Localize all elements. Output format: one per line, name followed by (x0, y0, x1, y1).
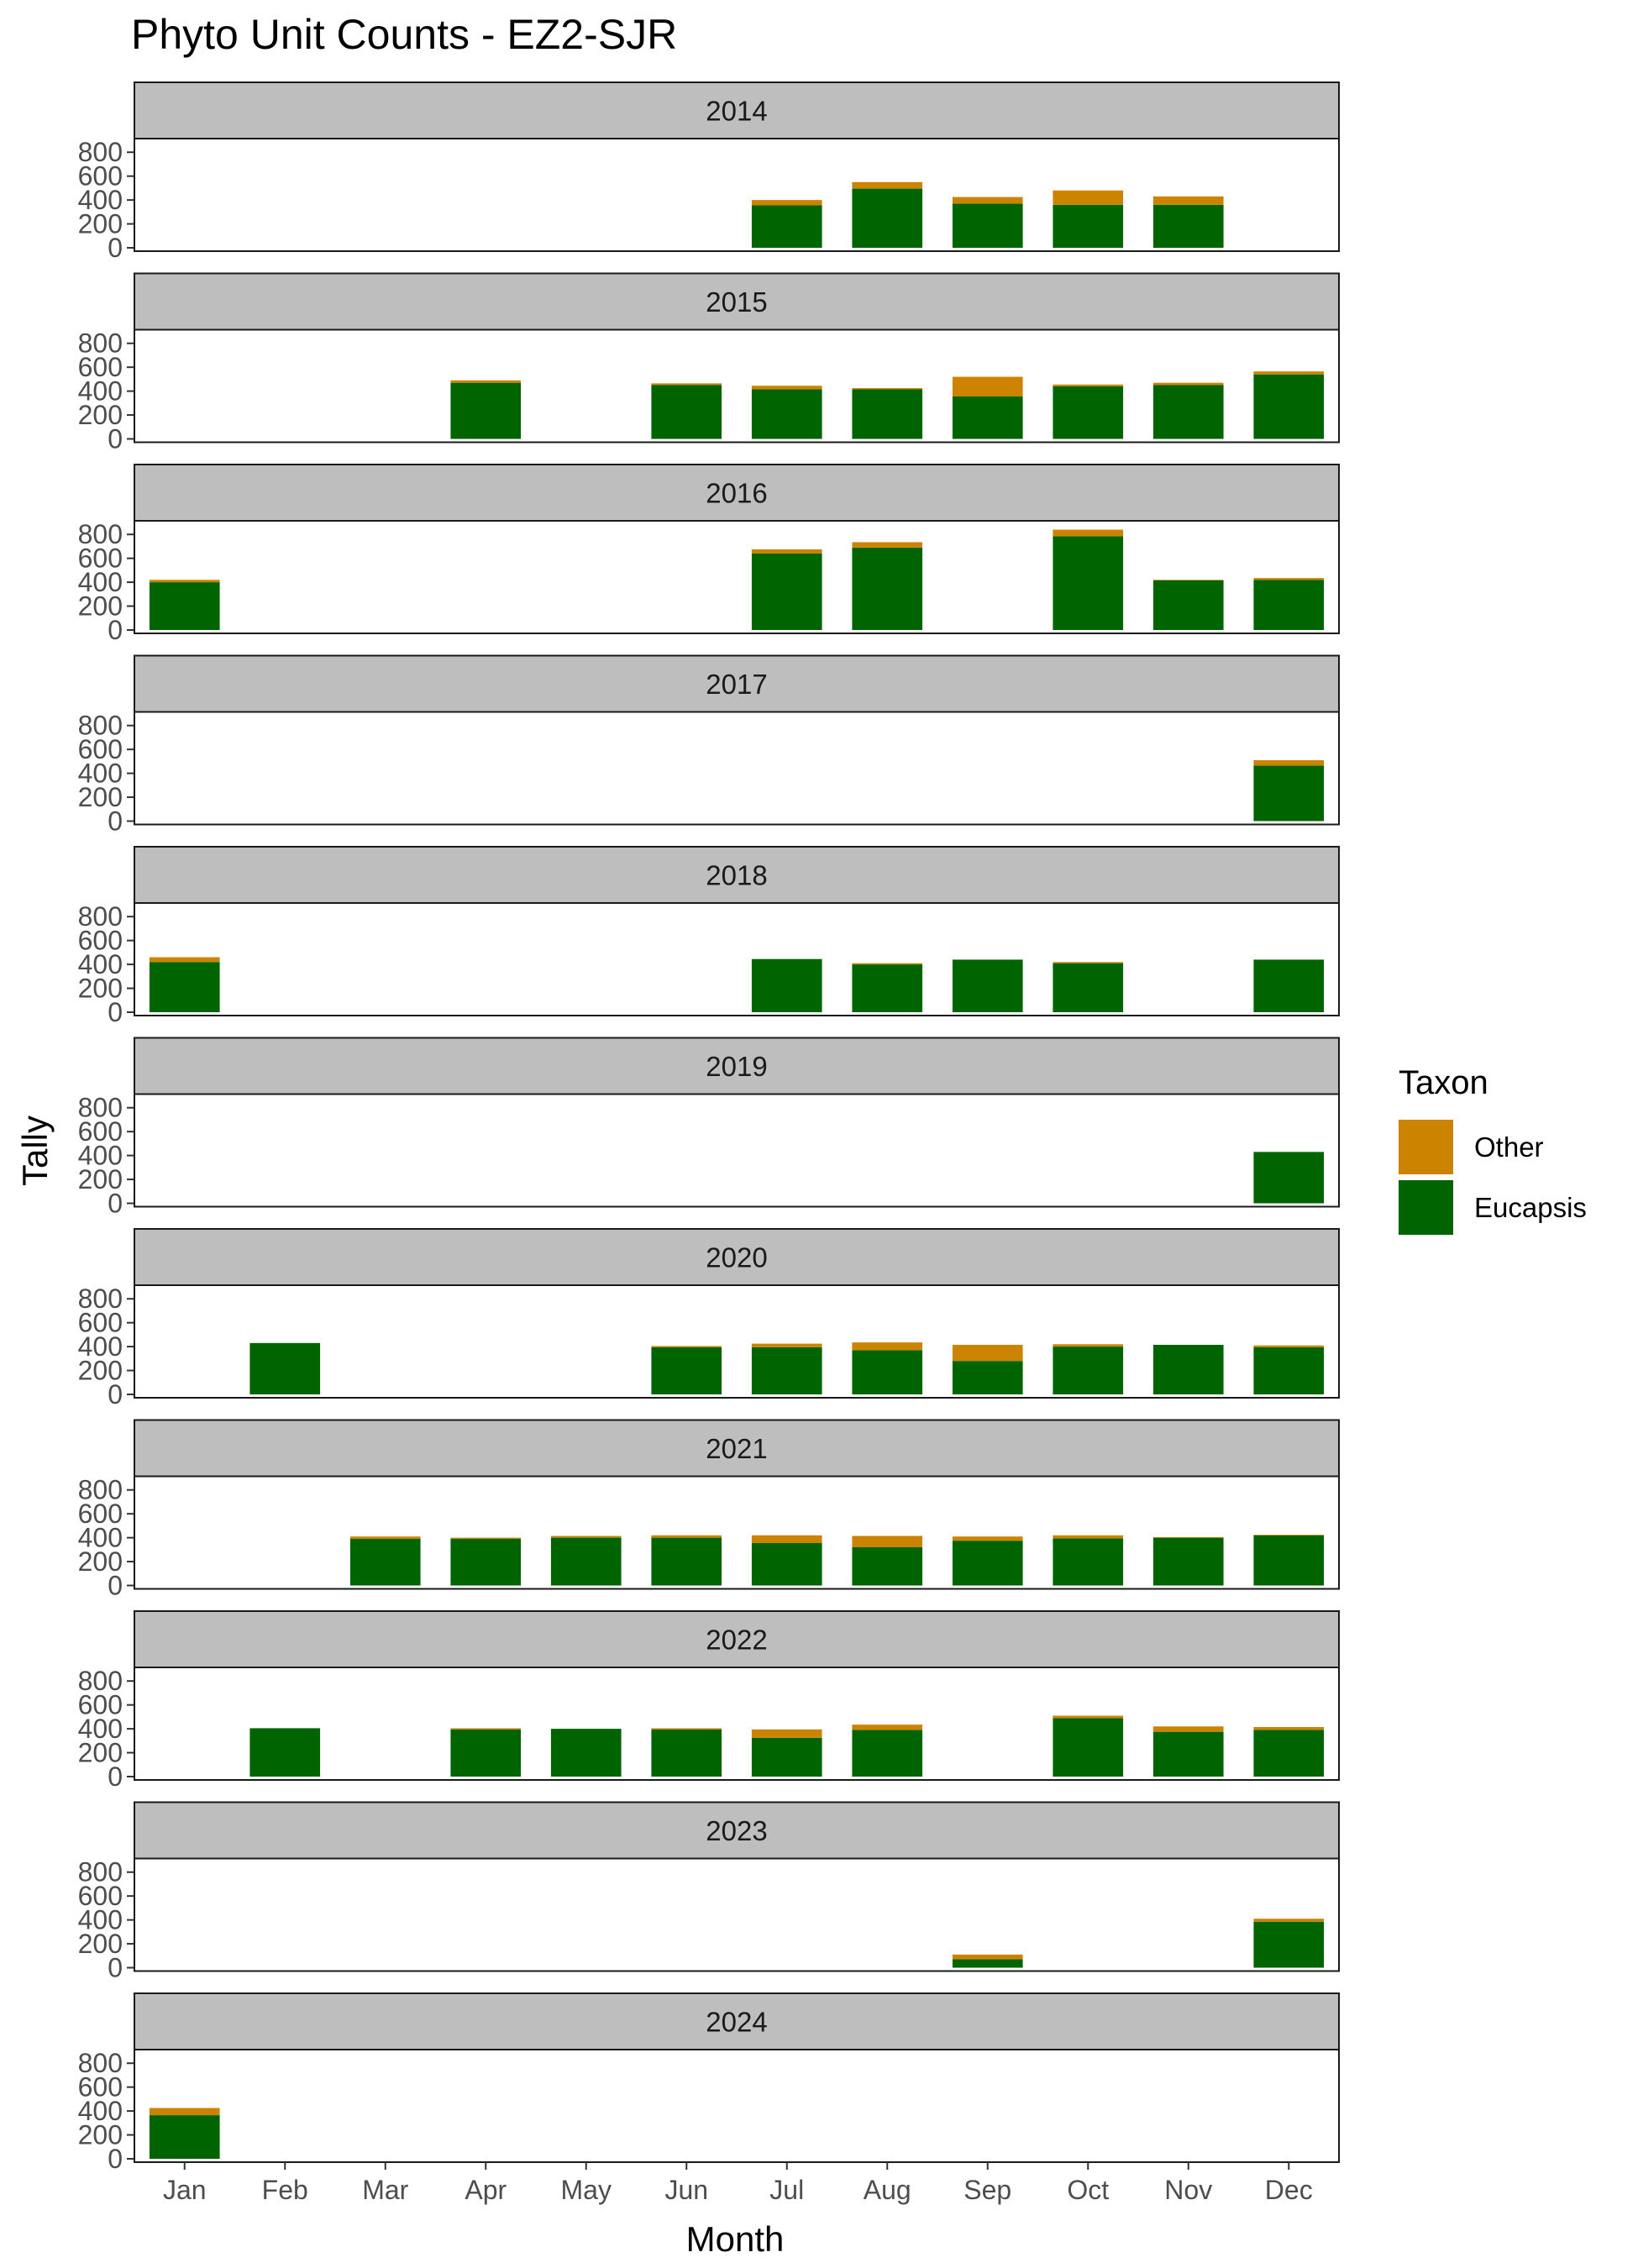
bar-eucapsis-2022-Apr (450, 1730, 521, 1777)
y-tick-label: 400 (77, 185, 123, 216)
plot-area (134, 712, 1339, 825)
panel-2021 (78, 1420, 1339, 1601)
bar-eucapsis-2022-Nov (1153, 1732, 1224, 1777)
bar-other-2021-Aug (852, 1536, 922, 1547)
bar-other-2023-Sep (953, 1955, 1023, 1960)
y-tick-label: 200 (77, 1546, 123, 1578)
bar-other-2021-Oct (1053, 1536, 1123, 1539)
bar-eucapsis-2020-Jun (651, 1347, 722, 1394)
y-tick-label: 0 (108, 1379, 123, 1410)
bar-eucapsis-2022-Oct (1053, 1718, 1123, 1777)
y-tick-label: 800 (77, 2048, 123, 2079)
bar-other-2022-Dec (1253, 1727, 1324, 1730)
x-tick-label-may: May (560, 2175, 612, 2205)
legend-title: Taxon (1399, 1064, 1488, 1101)
y-tick-label: 400 (77, 1714, 123, 1745)
bar-eucapsis-2020-Jul (752, 1347, 822, 1394)
bar-other-2020-Oct (1053, 1344, 1123, 1347)
y-tick-label: 800 (77, 519, 123, 550)
bar-eucapsis-2020-Dec (1253, 1347, 1324, 1394)
y-tick-label: 400 (77, 758, 123, 789)
bar-eucapsis-2015-Aug (852, 389, 922, 438)
legend (1399, 1064, 1587, 1235)
bar-eucapsis-2022-May (551, 1729, 622, 1777)
bar-eucapsis-2020-Sep (953, 1361, 1023, 1394)
y-tick-label: 400 (77, 2096, 123, 2127)
y-tick-label: 600 (77, 1307, 123, 1338)
bar-eucapsis-2022-Dec (1253, 1730, 1324, 1777)
bar-other-2015-Jun (651, 383, 722, 385)
strip-label: 2015 (706, 286, 768, 318)
x-tick-label-jan: Jan (162, 2175, 207, 2205)
y-tick-label: 600 (77, 1689, 123, 1720)
bar-eucapsis-2021-Jul (752, 1543, 822, 1585)
bar-other-2014-Sep (953, 197, 1023, 204)
y-tick-label: 600 (77, 1116, 123, 1147)
panel-2019 (78, 1038, 1339, 1219)
bar-eucapsis-2018-Aug (852, 964, 922, 1012)
y-tick-label: 0 (108, 233, 123, 263)
bar-eucapsis-2023-Sep (953, 1960, 1023, 1968)
y-tick-label: 800 (77, 1474, 123, 1505)
bar-eucapsis-2018-Jul (752, 959, 822, 1012)
panel-2015 (78, 274, 1339, 454)
y-tick-label: 400 (77, 1140, 123, 1171)
bar-other-2020-Jun (651, 1346, 722, 1347)
y-tick-label: 600 (77, 2071, 123, 2103)
bar-eucapsis-2024-Jan (150, 2115, 220, 2159)
y-tick-label: 800 (77, 328, 123, 359)
bar-other-2020-Aug (852, 1342, 922, 1350)
y-tick-label: 400 (77, 949, 123, 980)
bar-eucapsis-2015-Dec (1253, 375, 1324, 439)
panel-2016 (78, 465, 1339, 645)
y-tick-label: 400 (77, 1331, 123, 1362)
x-tick-label-nov: Nov (1164, 2175, 1213, 2205)
y-tick-label: 200 (77, 973, 123, 1004)
panel-2023 (78, 1803, 1339, 1983)
x-tick-label-feb: Feb (261, 2175, 308, 2205)
bar-other-2022-Apr (450, 1728, 521, 1729)
legend-label-eucapsis: Eucapsis (1474, 1192, 1587, 1223)
y-tick-label: 0 (108, 1761, 123, 1792)
bar-eucapsis-2015-Apr (450, 383, 521, 439)
bar-eucapsis-2021-Oct (1053, 1538, 1123, 1585)
bar-other-2014-Nov (1153, 197, 1224, 205)
y-tick-label: 600 (77, 734, 123, 765)
bar-eucapsis-2021-Jun (651, 1538, 722, 1586)
bar-eucapsis-2014-Sep (953, 203, 1023, 248)
panel-2022 (78, 1611, 1339, 1792)
bar-other-2016-Jul (752, 549, 822, 554)
bar-other-2021-May (551, 1536, 622, 1537)
y-tick-label: 200 (77, 1355, 123, 1386)
y-tick-label: 0 (108, 423, 123, 454)
bar-other-2023-Dec (1253, 1919, 1324, 1922)
bar-other-2020-Dec (1253, 1346, 1324, 1347)
bar-other-2021-Apr (450, 1538, 521, 1539)
x-tick-label-apr: Apr (465, 2175, 507, 2205)
bar-other-2022-Aug (852, 1725, 922, 1730)
bar-other-2020-Jul (752, 1344, 822, 1347)
bar-other-2015-Aug (852, 388, 922, 389)
bar-other-2018-Aug (852, 963, 922, 964)
bar-other-2015-Jul (752, 386, 822, 389)
y-tick-label: 200 (77, 1737, 123, 1768)
x-tick-label-dec: Dec (1264, 2175, 1313, 2205)
y-tick-label: 0 (108, 2144, 123, 2174)
y-tick-label: 0 (108, 1570, 123, 1601)
bar-eucapsis-2021-May (551, 1538, 622, 1586)
y-tick-label: 200 (77, 782, 123, 813)
bar-eucapsis-2020-Feb (249, 1343, 320, 1394)
bar-eucapsis-2021-Aug (852, 1547, 922, 1586)
bar-eucapsis-2015-Oct (1053, 386, 1123, 439)
bar-eucapsis-2022-Jun (651, 1730, 722, 1777)
bar-other-2014-Aug (852, 182, 922, 189)
bar-eucapsis-2020-Nov (1153, 1345, 1224, 1394)
panel-2014 (78, 82, 1339, 263)
strip-label: 2023 (706, 1815, 768, 1846)
strip-label: 2020 (706, 1242, 768, 1273)
bar-eucapsis-2019-Dec (1253, 1152, 1324, 1203)
bar-eucapsis-2021-Apr (450, 1539, 521, 1585)
strip-label: 2021 (706, 1433, 768, 1464)
bar-other-2021-Nov (1153, 1537, 1224, 1538)
bar-other-2022-Oct (1053, 1715, 1123, 1718)
x-tick-label-oct: Oct (1067, 2175, 1110, 2205)
bar-eucapsis-2015-Jun (651, 386, 722, 439)
bar-eucapsis-2018-Dec (1253, 959, 1324, 1012)
bar-eucapsis-2018-Oct (1053, 963, 1123, 1012)
bar-eucapsis-2016-Nov (1153, 580, 1224, 630)
chart-title: Phyto Unit Counts - EZ2-SJR (131, 11, 678, 58)
y-tick-label: 400 (77, 567, 123, 598)
y-tick-label: 800 (77, 710, 123, 741)
bar-other-2017-Dec (1253, 760, 1324, 765)
panel-2024 (78, 1993, 1339, 2174)
plot-area (134, 1095, 1339, 1207)
bar-eucapsis-2021-Mar (350, 1539, 421, 1585)
bar-other-2016-Aug (852, 542, 922, 547)
bar-other-2016-Dec (1253, 578, 1324, 580)
strip-label: 2019 (706, 1051, 768, 1082)
bar-other-2016-Oct (1053, 530, 1123, 537)
bar-other-2018-Oct (1053, 962, 1123, 963)
y-tick-label: 200 (77, 2119, 123, 2150)
strip-label: 2014 (706, 95, 768, 127)
y-tick-label: 800 (77, 1666, 123, 1697)
bar-eucapsis-2022-Aug (852, 1730, 922, 1777)
bar-other-2015-Nov (1153, 383, 1224, 386)
y-tick-label: 200 (77, 591, 123, 622)
y-tick-label: 800 (77, 901, 123, 932)
bar-eucapsis-2021-Nov (1153, 1538, 1224, 1586)
bar-eucapsis-2016-Oct (1053, 536, 1123, 630)
strip-label: 2022 (706, 1624, 768, 1656)
strip-label: 2018 (706, 859, 768, 891)
bar-eucapsis-2017-Dec (1253, 765, 1324, 821)
bar-eucapsis-2016-Jul (752, 554, 822, 630)
bar-other-2022-Nov (1153, 1726, 1224, 1731)
bar-other-2016-Jan (150, 580, 220, 582)
bar-eucapsis-2021-Sep (953, 1541, 1023, 1585)
y-tick-label: 400 (77, 1522, 123, 1553)
bar-eucapsis-2015-Sep (953, 396, 1023, 438)
bar-other-2014-Oct (1053, 191, 1123, 205)
bar-eucapsis-2014-Nov (1153, 205, 1224, 248)
legend-label-other: Other (1474, 1131, 1544, 1163)
strip-label: 2024 (706, 2006, 768, 2038)
bar-other-2021-Mar (350, 1536, 421, 1539)
bar-eucapsis-2018-Jan (150, 962, 220, 1012)
legend-key-eucapsis (1399, 1180, 1453, 1235)
bar-other-2020-Sep (953, 1345, 1023, 1361)
y-tick-label: 800 (77, 1856, 123, 1887)
panel-2020 (78, 1229, 1339, 1410)
bar-other-2018-Jan (150, 958, 220, 963)
bar-eucapsis-2018-Sep (953, 959, 1023, 1012)
y-tick-label: 200 (77, 400, 123, 431)
x-tick-label-sep: Sep (963, 2175, 1012, 2205)
bar-eucapsis-2015-Jul (752, 389, 822, 438)
strip-label: 2016 (706, 477, 768, 509)
legend-key-other (1399, 1120, 1453, 1174)
panel-2017 (78, 656, 1339, 837)
bar-eucapsis-2022-Jul (752, 1738, 822, 1777)
x-axis-title: Month (685, 2219, 785, 2259)
y-tick-label: 600 (77, 925, 123, 956)
bar-eucapsis-2020-Aug (852, 1350, 922, 1394)
y-tick-label: 400 (77, 375, 123, 407)
y-tick-label: 0 (108, 997, 123, 1027)
bar-other-2015-Sep (953, 377, 1023, 396)
bar-other-2021-Dec (1253, 1535, 1324, 1536)
bar-other-2022-Jun (651, 1728, 722, 1729)
y-tick-label: 0 (108, 1952, 123, 1983)
bar-eucapsis-2014-Jul (752, 206, 822, 248)
x-tick-label-jul: Jul (769, 2175, 805, 2205)
bar-other-2015-Dec (1253, 371, 1324, 375)
bar-other-2021-Jun (651, 1536, 722, 1538)
y-tick-label: 600 (77, 352, 123, 383)
x-tick-label-aug: Aug (863, 2175, 911, 2205)
y-tick-label: 800 (77, 1092, 123, 1123)
plot-area (134, 903, 1339, 1016)
bar-eucapsis-2015-Nov (1153, 386, 1224, 439)
bar-other-2022-Jul (752, 1730, 822, 1738)
y-tick-label: 600 (77, 160, 123, 192)
y-tick-label: 200 (77, 1929, 123, 1960)
y-tick-label: 800 (77, 1284, 123, 1315)
bar-eucapsis-2016-Aug (852, 548, 922, 630)
plot-area (134, 1859, 1339, 1971)
bar-eucapsis-2022-Feb (249, 1728, 320, 1777)
bar-eucapsis-2023-Dec (1253, 1922, 1324, 1968)
bar-other-2021-Sep (953, 1536, 1023, 1541)
plot-area (134, 2050, 1339, 2162)
y-tick-label: 200 (77, 208, 123, 239)
bar-other-2014-Jul (752, 200, 822, 205)
panels (78, 82, 1339, 2174)
bar-eucapsis-2016-Dec (1253, 580, 1324, 630)
x-axis (163, 2162, 1313, 2205)
y-tick-label: 0 (108, 1188, 123, 1219)
y-tick-label: 0 (108, 806, 123, 837)
bar-other-2024-Jan (150, 2108, 220, 2116)
y-tick-label: 800 (77, 137, 123, 168)
x-tick-label-mar: Mar (362, 2175, 409, 2205)
y-tick-label: 200 (77, 1164, 123, 1195)
y-tick-label: 600 (77, 1881, 123, 1912)
y-tick-label: 400 (77, 1904, 123, 1935)
bar-eucapsis-2021-Dec (1253, 1536, 1324, 1586)
bar-other-2015-Oct (1053, 385, 1123, 386)
bar-eucapsis-2014-Aug (852, 189, 922, 248)
y-tick-label: 600 (77, 1499, 123, 1530)
x-tick-label-jun: Jun (664, 2175, 709, 2205)
bar-other-2021-Jul (752, 1536, 822, 1543)
y-axis-title: Tally (15, 1115, 55, 1187)
bar-eucapsis-2014-Oct (1053, 205, 1123, 248)
y-tick-label: 600 (77, 543, 123, 574)
panel-2018 (78, 847, 1339, 1027)
bar-eucapsis-2020-Oct (1053, 1347, 1123, 1394)
y-tick-label: 0 (108, 615, 123, 645)
bar-other-2015-Apr (450, 381, 521, 383)
bar-eucapsis-2016-Jan (150, 582, 220, 630)
strip-label: 2017 (706, 669, 768, 700)
